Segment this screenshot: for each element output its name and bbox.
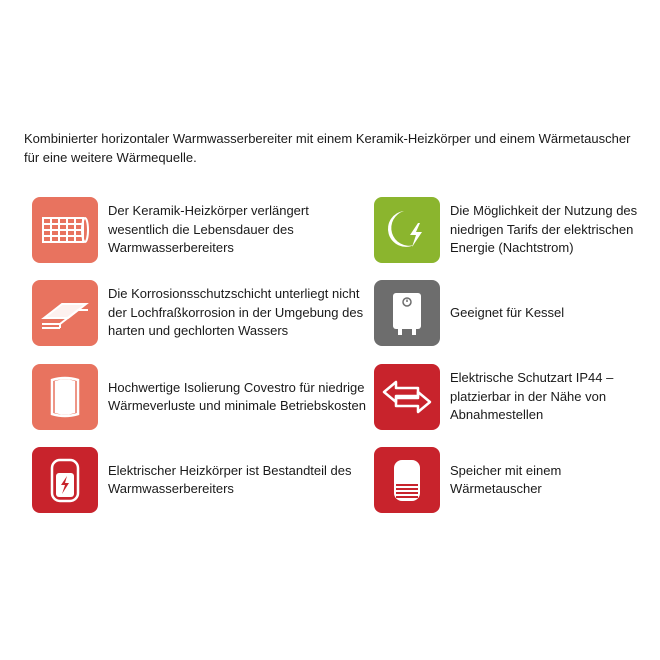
ip44-arrows-icon (374, 364, 440, 430)
feature-text: Elektrischer Heizkörper ist Bestandteil des Warmwasserbereiters (108, 462, 352, 496)
night-tariff-icon (374, 197, 440, 263)
feature-text: Die Möglichkeit der Nutzung des niedrigen Tarifs der elektrischen Energie (Nachtstrom) (450, 203, 638, 256)
heat-exchanger-tank-icon (374, 447, 440, 513)
feature-corrosion (32, 280, 372, 346)
boiler-icon (374, 280, 440, 346)
feature-text: Geeignet für Kessel (450, 304, 565, 320)
feature-boiler (374, 280, 644, 346)
ceramic-heater-icon (32, 197, 98, 263)
feature-text: Elektrische Schutzart IP44 – platzierbar in der Nähe von Abnahmestellen (450, 370, 614, 423)
feature-electric-heater (32, 447, 372, 513)
corrosion-layer-icon (32, 280, 98, 346)
intro-text: Kombinierter horizontaler Warmwasserbereiter mit einem Keramik-Heizkörper und einem Wärmetauscher für eine weitere Wärmequelle. (24, 131, 631, 165)
feature-heat-exchanger (374, 447, 644, 513)
feature-insulation (32, 364, 372, 430)
feature-text: Die Korrosionsschutzschicht unterliegt nicht der Lochfraßkorrosion in der Umgebung des harten und gechlorten Wassers (108, 286, 364, 339)
feature-text: Speicher mit einem Wärmetauscher (450, 462, 562, 496)
feature-text: Der Keramik-Heizkörper verlängert wesentlich die Lebensdauer des Warmwasserbereiters (108, 203, 309, 256)
insulation-icon (32, 364, 98, 430)
feature-ceramic-heater (32, 197, 362, 263)
feature-ip44 (374, 364, 644, 430)
electric-heater-icon (32, 447, 98, 513)
feature-night-tariff (374, 197, 644, 263)
feature-text: Hochwertige Isolierung Covestro für niedrige Wärmeverluste und minimale Betriebskosten (108, 379, 366, 413)
